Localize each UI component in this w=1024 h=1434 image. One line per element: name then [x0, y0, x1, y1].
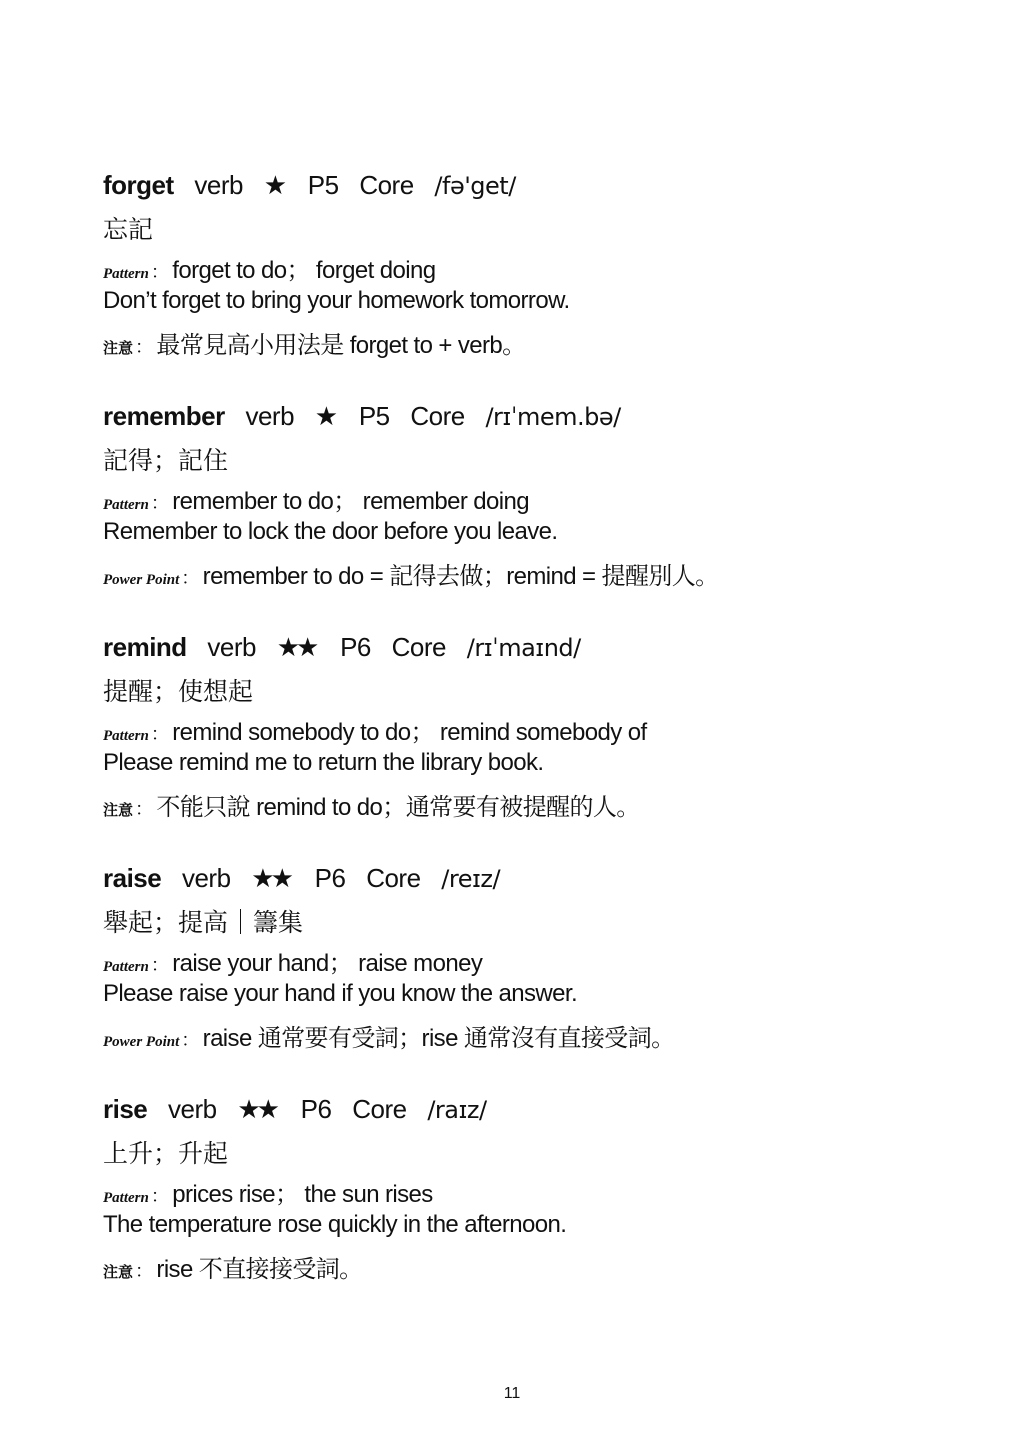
entry-heading — [103, 632, 581, 663]
pattern-label: Pattern — [103, 497, 149, 513]
pattern-b: remember doing — [362, 488, 530, 515]
note-label: 注意 — [103, 801, 134, 819]
level-label: P5 — [358, 401, 390, 431]
level-label: P6 — [300, 1094, 332, 1124]
pattern-line — [103, 1174, 433, 1209]
entry-heading — [103, 170, 516, 201]
star-rating: ★ — [263, 170, 284, 200]
level-label: P6 — [340, 632, 371, 662]
note-text: 不能只說 remind to do；通常要有被提醒的人。 — [156, 794, 640, 821]
pattern-separator: ； — [410, 719, 434, 746]
entry-heading — [103, 401, 621, 432]
colon: ： — [150, 724, 169, 744]
meaning: 忘記 — [103, 215, 154, 244]
star-rating: ★★ — [251, 863, 290, 893]
page-number: 11 — [503, 1385, 521, 1402]
headword: remember — [103, 401, 225, 431]
colon: ： — [135, 337, 153, 357]
note-text: raise 通常要有受詞；rise 通常沒有直接受詞。 — [202, 1025, 675, 1052]
pattern-line — [103, 943, 482, 978]
pattern-line — [103, 250, 435, 285]
pattern-separator: ； — [275, 1181, 299, 1208]
entry-heading — [103, 863, 500, 894]
note-label: 注意 — [103, 1263, 134, 1281]
level-label: P6 — [314, 863, 346, 893]
pattern-b: remind somebody of — [439, 719, 647, 746]
pronunciation: /fə'get/ — [434, 172, 516, 200]
colon: ： — [150, 262, 169, 282]
colon: ： — [135, 1261, 153, 1281]
meaning: 提醒；使想起 — [103, 677, 254, 706]
example-sentence: Remember to lock the door before you leave. — [103, 518, 558, 545]
pronunciation: /raɪz/ — [427, 1096, 487, 1124]
headword: forget — [103, 170, 174, 200]
note-text: remember to do = 記得去做；remind = 提醒別人。 — [202, 563, 719, 590]
star-rating: ★ — [314, 401, 335, 431]
entry-heading — [103, 1094, 487, 1125]
note-text: 最常見高小用法是 forget to + verb。 — [156, 332, 526, 359]
level-label: P5 — [307, 170, 339, 200]
core-label: Core — [391, 632, 446, 662]
colon: ： — [135, 799, 153, 819]
colon: ： — [181, 1030, 199, 1050]
pronunciation: /rɪˈmem.bə/ — [485, 403, 621, 431]
colon: ： — [181, 568, 199, 588]
note-line — [103, 556, 719, 591]
note-line — [103, 1249, 363, 1284]
core-label: Core — [366, 863, 421, 893]
note-label: 注意 — [103, 339, 134, 357]
headword: remind — [103, 632, 187, 662]
pattern-b: the sun rises — [304, 1181, 433, 1208]
pattern-a: raise your hand — [172, 950, 329, 977]
colon: ： — [150, 493, 169, 513]
core-label: Core — [410, 401, 465, 431]
example-sentence: The temperature rose quickly in the afternoon. — [103, 1211, 567, 1238]
meaning: 記得；記住 — [103, 446, 229, 475]
note-line — [103, 787, 640, 822]
pattern-a: prices rise — [172, 1181, 276, 1208]
part-of-speech: verb — [168, 1094, 217, 1124]
meaning: 上升；升起 — [103, 1139, 229, 1168]
star-rating: ★★ — [276, 632, 316, 662]
example-sentence: Don’t forget to bring your homework tomorrow. — [103, 287, 570, 314]
pattern-separator: ； — [328, 950, 353, 977]
part-of-speech: verb — [194, 170, 243, 200]
note-line — [103, 325, 526, 360]
headword: rise — [103, 1094, 148, 1124]
pattern-label: Pattern — [103, 959, 149, 975]
pattern-label: Pattern — [103, 1190, 149, 1206]
pattern-a: remind somebody to do — [172, 719, 411, 746]
pronunciation: /reɪz/ — [441, 865, 501, 893]
pattern-a: forget to do — [172, 257, 287, 284]
example-sentence: Please raise your hand if you know the answer. — [103, 980, 578, 1007]
colon: ： — [150, 955, 169, 975]
headword: raise — [103, 863, 162, 893]
example-sentence: Please remind me to return the library book. — [103, 749, 544, 776]
core-label: Core — [352, 1094, 407, 1124]
pattern-separator: ； — [333, 488, 357, 515]
note-text: rise 不直接接受詞。 — [156, 1256, 363, 1283]
pattern-b: forget doing — [315, 257, 436, 284]
pattern-separator: ； — [286, 257, 310, 284]
pattern-line — [103, 481, 529, 516]
note-label: Power Point — [103, 572, 180, 588]
pattern-b: raise money — [358, 950, 483, 977]
star-rating: ★★ — [237, 1094, 276, 1124]
pronunciation: /rɪˈmaɪnd/ — [466, 634, 581, 662]
pattern-line — [103, 712, 647, 747]
note-line — [103, 1018, 675, 1053]
note-label: Power Point — [103, 1034, 180, 1050]
pattern-a: remember to do — [172, 488, 334, 515]
part-of-speech: verb — [245, 401, 295, 431]
part-of-speech: verb — [207, 632, 256, 662]
pattern-label: Pattern — [103, 728, 149, 744]
core-label: Core — [359, 170, 414, 200]
meaning: 舉起；提高｜籌集 — [103, 908, 304, 937]
pattern-label: Pattern — [103, 266, 149, 282]
colon: ： — [150, 1186, 169, 1206]
part-of-speech: verb — [181, 863, 231, 893]
